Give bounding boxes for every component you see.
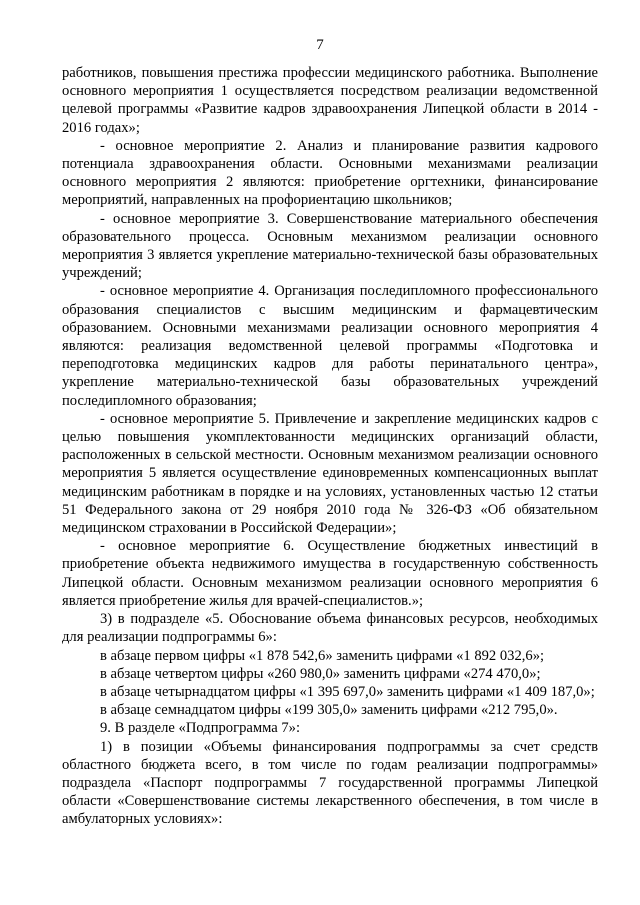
paragraph-continuation: работников, повышения престижа профессии медицинского работника. Выполнение основного мероприятия 1 осуществляется посредством реализации ведомственной целевой программы «Развитие кадров здравоохранения Липецкой области в 2014 - 2016 годах»; bbox=[62, 65, 598, 136]
paragraph-amendment-fourth: в абзаце четвертом цифры «260 980,0» заменить цифрами «274 470,0»; bbox=[100, 665, 541, 682]
paragraph-measure-5: - основное мероприятие 5. Привлечение и закрепление медицинских кадров с целью повышения укомплектованности медицинских организаций области, расположенных в сельской местности. Основным механизмом реализации основного мероприятия 5 является осуществление единовременных компенсационных выплат медицинским работникам в порядке и на условиях, установленных частью 12 статьи 51 Федерального закона от 29 ноября 2010 года № 326-ФЗ «Об обязательном медицинском страховании в Российской Федерации»; bbox=[62, 410, 598, 537]
document-body bbox=[62, 64, 598, 829]
paragraph-measure-6: - основное мероприятие 6. Осуществление бюджетных инвестиций в приобретение объекта недвижимого имущества в государственную собственность Липецкой области. Основным механизмом реализации основного мероприятия 6 является приобретение жилья для врачей-специалистов.»; bbox=[62, 538, 598, 609]
paragraph-measure-4: - основное мероприятие 4. Организация последипломного профессионального образования специалистов с высшим медицинским и фармацевтическим образованием. Основными механизмами реализации основного мероприятия 4 являются: реализация ведомственной целевой программы «Подготовка и переподготовка медицинских кадров для работы перинатального центра», укрепление материально-технической базы образовательных учреждений последипломного образования; bbox=[62, 283, 598, 409]
paragraph-amendment-fourteenth: в абзаце четырнадцатом цифры «1 395 697,0» заменить цифрами «1 409 187,0»; bbox=[100, 683, 595, 700]
paragraph-subsection-5: 3) в подразделе «5. Обоснование объема финансовых ресурсов, необходимых для реализации подпрограммы 6»: bbox=[62, 611, 598, 646]
paragraph-measure-2: - основное мероприятие 2. Анализ и планирование развития кадрового потенциала здравоохранения области. Основными механизмами реализации основного мероприятия 2 являются: приобретение оргтехники, финансирование мероприятий, направленных на профориентацию школьников; bbox=[62, 137, 598, 209]
paragraph-amendment-seventeenth: в абзаце семнадцатом цифры «199 305,0» заменить цифрами «212 795,0». bbox=[100, 702, 558, 719]
paragraph-section-9: 9. В разделе «Подпрограмма 7»: bbox=[100, 720, 301, 737]
page-number: 7 bbox=[316, 37, 324, 53]
paragraph-subprogram-7-item-1: 1) в позиции «Объемы финансирования подпрограммы за счет средств областного бюджета всего, в том числе по годам реализации подпрограммы» подраздела «Паспорт подпрограммы 7 государственной программы Липецкой области «Совершенствование системы лекарственного обеспечения, в том числе в амбулаторных условиях»: bbox=[62, 738, 598, 828]
paragraph-amendment-first: в абзаце первом цифры «1 878 542,6» заменить цифрами «1 892 032,6»; bbox=[100, 647, 545, 664]
paragraph-measure-3: - основное мероприятие 3. Совершенствование материального обеспечения образовательного процесса. Основным механизмом реализации основного мероприятия 3 является укрепление материально-технической базы образовательных учреждений; bbox=[62, 210, 598, 282]
